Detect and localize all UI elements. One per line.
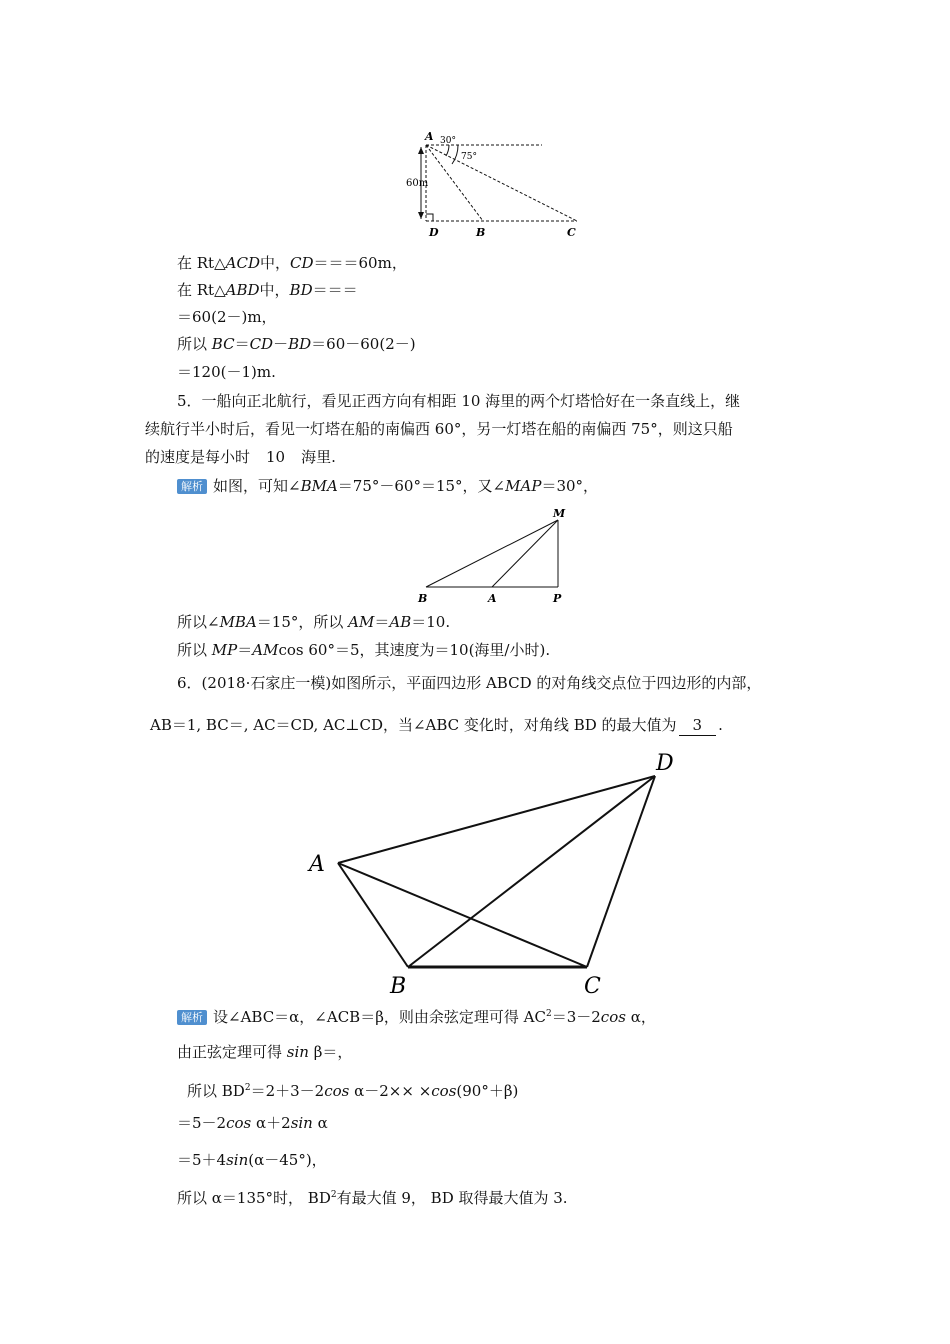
q5-line1: 5．一船向正北航行，看见正西方向有相距 10 海里的两个灯塔恰好在一条直线上，继 xyxy=(177,392,741,410)
sol6-line1: 解析 设∠ABC＝α，∠ACB＝β，则由余弦定理可得 $AC^2=3-2\cos$ α， xyxy=(177,1004,656,1027)
label-c: C xyxy=(584,974,601,999)
diagonal-bd xyxy=(408,776,655,967)
angle-label-30: 30° xyxy=(440,136,456,146)
side-ad xyxy=(338,776,655,863)
sol4-line5: ＝120(－1)m. xyxy=(177,363,276,381)
sol4-line3: ＝60(2－)m， xyxy=(177,308,277,326)
sol6-line6: 所以 α＝135°时， $BD^2$有最大值 9， BD 取得最大值为 3. xyxy=(177,1189,568,1207)
q5-line3: 的速度是每小时 10 海里. xyxy=(145,448,336,466)
q6-answer: 3 xyxy=(679,715,717,736)
sol5-line2: 所以∠MBA＝15°，所以 AM＝AB＝10. xyxy=(177,613,451,631)
sol6-line2: 由正弦定理可得 sin β＝， xyxy=(177,1043,353,1061)
label-d: D xyxy=(429,226,439,239)
label-m: M xyxy=(553,507,566,520)
sol4-line4: 所以 BC＝CD－BD＝60－60(2－) xyxy=(177,335,416,353)
q6-line2: AB＝1, BC＝, AC＝CD, AC⊥CD，当∠ABC 变化时，对角线 BD 的最大值为 3 . xyxy=(150,716,723,734)
angle-label-75: 75° xyxy=(461,152,477,162)
sol5-line1: 解析 如图，可知∠BMA＝75°－60°＝15°，又∠MAP＝30°， xyxy=(177,476,598,496)
label-c: C xyxy=(567,226,576,239)
label-b: B xyxy=(390,974,407,999)
diagonal-ac xyxy=(338,863,587,967)
sol4-line2: 在 Rt△ABD中，BD＝＝＝ xyxy=(177,281,358,299)
label-p: P xyxy=(553,592,562,605)
q5-answer: 10 xyxy=(266,448,286,466)
sol6-line3: 所以 $BD^2=2+3-2\cos$ α－2×× ×cos(90°＋β) xyxy=(187,1082,519,1100)
q5-line2: 续航行半小时后，看见一灯塔在船的南偏西 60°，另一灯塔在船的南偏西 75°，则这只船 xyxy=(145,420,733,438)
analysis-tag: 解析 xyxy=(177,479,207,494)
label-d: D xyxy=(656,751,674,776)
label-b: B xyxy=(418,592,428,605)
label-a: A xyxy=(309,852,325,877)
sol6-line5: ＝5＋4sin(α－45°)， xyxy=(177,1151,327,1169)
sol6-line4: ＝5－2cos α＋2sin α xyxy=(177,1114,328,1132)
sol4-line1: 在 Rt△ACD中，CD＝＝＝60m， xyxy=(177,254,407,272)
label-b: B xyxy=(476,226,486,239)
side-cd xyxy=(587,776,655,967)
q6-line1: 6．(2018·石家庄一模)如图所示，平面四边形 ABCD 的对角线交点位于四边形的内部， xyxy=(177,674,762,692)
analysis-tag: 解析 xyxy=(177,1010,207,1025)
sol5-line3: 所以 MP＝AMcos 60°＝5，其速度为＝10(海里/小时). xyxy=(177,641,551,659)
height-label: 60m xyxy=(406,178,429,189)
label-a: A xyxy=(488,592,497,605)
label-a: A xyxy=(425,130,434,143)
